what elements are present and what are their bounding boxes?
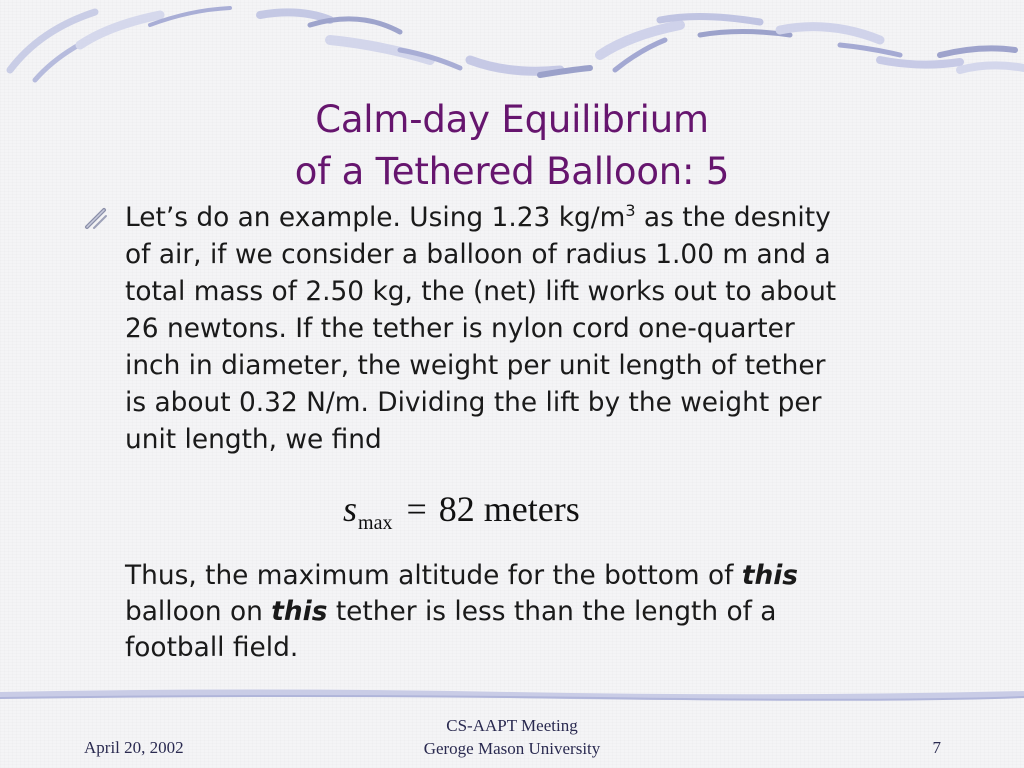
emphasis-this-2: this — [271, 596, 328, 627]
bullet-line-3: total mass of 2.50 kg, the (net) lift works out to about — [125, 276, 837, 307]
footer-date: April 20, 2002 — [84, 738, 184, 757]
title-line-2: of a Tethered Balloon: 5 — [294, 150, 730, 193]
conclusion-line-1 — [125, 558, 955, 594]
equation-variable: s — [343, 489, 358, 529]
bullet-paragraph — [125, 199, 955, 458]
bullet-line-4: 26 newtons. If the tether is nylon cord one-quarter — [125, 313, 795, 344]
emphasis-this-1: this — [741, 560, 799, 591]
slide-number: 7 — [932, 738, 941, 757]
conclusion-line-2-tail: tether is less than the length of a — [327, 596, 777, 627]
pencil-bullet-icon — [84, 206, 110, 230]
bullet-line-6: is about 0.32 N/m. Dividing the lift by the weight per — [125, 387, 822, 418]
equation-smax — [343, 486, 580, 538]
bullet-line-1-text: Let’s do an example. Using 1.23 kg/m — [125, 202, 626, 233]
equation-subscript: max — [358, 512, 393, 534]
conclusion-line-2-text: balloon on — [125, 596, 272, 627]
equation-value: 82 meters — [438, 489, 580, 529]
bullet-line-5: inch in diameter, the weight per unit length of tether — [125, 350, 826, 381]
conclusion-line-2 — [125, 594, 955, 630]
footer-meeting: CS-AAPT Meeting — [446, 716, 578, 735]
slide-title — [0, 94, 1024, 198]
conclusion-line-1-text: Thus, the maximum altitude for the bottom of — [125, 560, 742, 591]
equation-equals: = — [406, 489, 427, 529]
bullet-line-1 — [125, 199, 955, 236]
bullet-line-2: of air, if we consider a balloon of radius 1.00 m and a — [125, 239, 831, 270]
conclusion-line-3: football field. — [125, 632, 299, 663]
conclusion-paragraph — [125, 558, 955, 666]
decorative-swoosh-banner — [0, 0, 1024, 95]
footer-divider-swoosh — [0, 686, 1024, 706]
title-line-1: Calm-day Equilibrium — [315, 98, 709, 141]
bullet-line-7: unit length, we find — [125, 424, 382, 455]
footer-university: Geroge Mason University — [423, 739, 601, 758]
bullet-line-1-tail: as the desnity — [635, 202, 831, 233]
footer-event — [362, 714, 662, 760]
cubed-superscript: 3 — [625, 201, 636, 220]
